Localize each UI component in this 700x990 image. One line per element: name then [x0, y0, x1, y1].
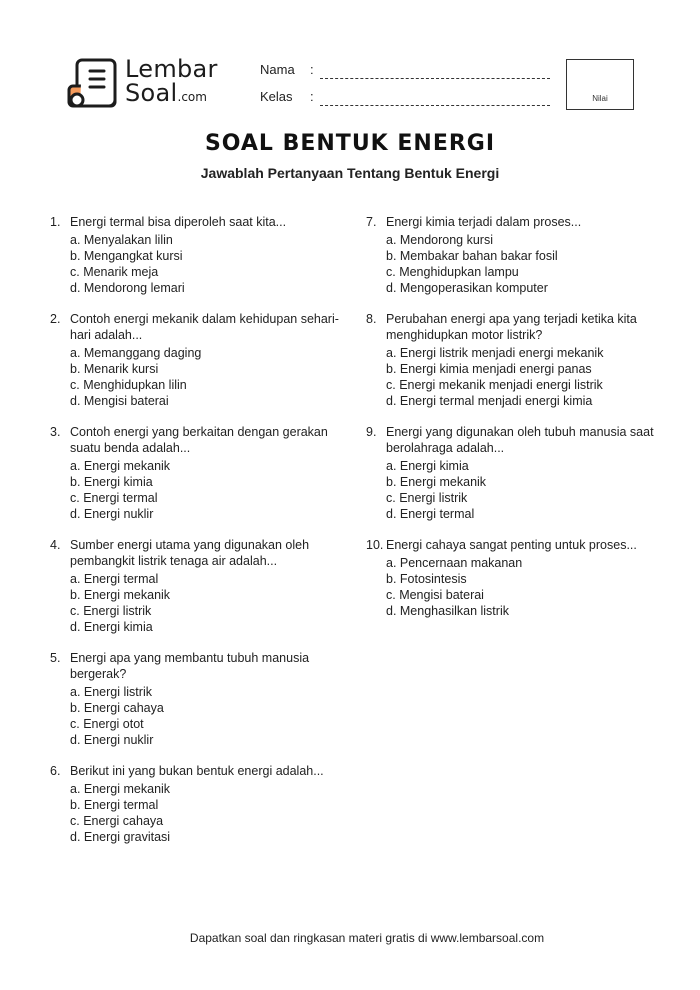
answer-option[interactable]: b. Energi mekanik	[70, 588, 171, 602]
answer-option[interactable]: b. Fotosintesis	[386, 572, 467, 586]
answer-option[interactable]: d. Energi kimia	[70, 620, 153, 634]
class-label: Kelas	[260, 89, 293, 104]
logo-line-1: Lembar	[125, 55, 218, 83]
answer-option[interactable]: a. Menyalakan lilin	[70, 233, 173, 247]
answer-options	[386, 555, 666, 619]
answer-option[interactable]: d. Energi termal	[386, 507, 475, 521]
answer-option[interactable]: a. Energi mekanik	[70, 459, 171, 473]
question-text: Berikut ini yang bukan bentuk energi adalah...	[70, 764, 324, 778]
question-item	[366, 537, 666, 619]
answer-option[interactable]: c. Menghidupkan lilin	[70, 378, 187, 392]
answer-option[interactable]: d. Energi nuklir	[70, 507, 154, 521]
class-colon: :	[310, 89, 314, 104]
question-item	[50, 424, 350, 522]
answer-option[interactable]: b. Menarik kursi	[70, 362, 159, 376]
score-label: Nilai	[592, 94, 608, 103]
question-text: Sumber energi utama yang digunakan oleh pembangkit listrik tenaga air adalah...	[70, 538, 310, 568]
question-number: 10.	[366, 538, 384, 552]
footer-text: Dapatkan soal dan ringkasan materi gratis di www.lembarsoal.com	[189, 931, 545, 945]
answer-option[interactable]: a. Mendorong kursi	[386, 233, 494, 247]
answer-option[interactable]: a. Energi kimia	[386, 459, 469, 473]
answer-option[interactable]: c. Energi listrik	[70, 604, 152, 618]
answer-option[interactable]: c. Energi mekanik menjadi energi listrik	[386, 378, 603, 392]
answer-option[interactable]: b. Energi mekanik	[386, 475, 487, 489]
question-number: 3.	[50, 425, 61, 439]
footer	[0, 931, 700, 945]
answer-option[interactable]: d. Energi gravitasi	[70, 830, 171, 844]
question-item	[366, 214, 666, 296]
class-line[interactable]	[320, 105, 550, 106]
answer-option[interactable]: d. Mengoperasikan komputer	[386, 281, 548, 295]
name-line[interactable]	[320, 78, 550, 79]
logo	[66, 56, 226, 110]
answer-options	[70, 232, 350, 296]
answer-option[interactable]: d. Mengisi baterai	[70, 394, 169, 408]
answer-option[interactable]: a. Memanggang daging	[70, 346, 202, 360]
logo-line-2	[125, 80, 207, 110]
question-item	[50, 214, 350, 296]
answer-options	[386, 345, 666, 409]
answer-options	[70, 684, 350, 748]
answer-option[interactable]: d. Energi nuklir	[70, 733, 154, 747]
answer-option[interactable]: d. Energi termal menjadi energi kimia	[386, 394, 593, 408]
question-item	[366, 311, 666, 409]
question-item	[50, 763, 350, 845]
document-roll-icon	[66, 56, 120, 110]
name-colon: :	[310, 62, 314, 77]
answer-option[interactable]: c. Energi listrik	[386, 491, 468, 505]
answer-option[interactable]: a. Energi listrik	[70, 685, 152, 699]
score-box[interactable]	[566, 59, 634, 110]
question-number: 8.	[366, 312, 377, 326]
question-number: 7.	[366, 215, 377, 229]
logo-line-2-text: Soal	[125, 79, 178, 107]
answer-option[interactable]: d. Mendorong lemari	[70, 281, 185, 295]
question-number: 4.	[50, 538, 61, 552]
answer-options	[70, 571, 350, 635]
question-number: 5.	[50, 651, 61, 665]
answer-option[interactable]: b. Energi kimia	[70, 475, 153, 489]
question-item	[50, 537, 350, 635]
answer-option[interactable]: b. Energi cahaya	[70, 701, 164, 715]
question-text: Perubahan energi apa yang terjadi ketika kita menghidupkan motor listrik?	[386, 312, 637, 342]
questions-right-column	[366, 214, 666, 634]
answer-options	[386, 232, 666, 296]
answer-option[interactable]: a. Pencernaan makanan	[386, 556, 523, 570]
answer-option[interactable]: c. Mengisi baterai	[386, 588, 484, 602]
answer-option[interactable]: c. Energi otot	[70, 717, 144, 731]
answer-option[interactable]: a. Energi mekanik	[70, 782, 171, 796]
question-text: Contoh energi mekanik dalam kehidupan sehari-hari adalah...	[70, 312, 339, 342]
logo-suffix: .com	[177, 90, 207, 104]
answer-options	[70, 345, 350, 409]
question-text: Energi cahaya sangat penting untuk proses...	[386, 538, 637, 552]
question-number: 6.	[50, 764, 61, 778]
answer-option[interactable]: b. Membakar bahan bakar fosil	[386, 249, 558, 263]
answer-options	[70, 781, 350, 845]
question-text: Energi kimia terjadi dalam proses...	[386, 215, 582, 229]
answer-option[interactable]: c. Menghidupkan lampu	[386, 265, 519, 279]
page-title: SOAL BENTUK ENERGI	[204, 131, 496, 156]
question-item	[50, 650, 350, 748]
question-number: 1.	[50, 215, 61, 229]
question-number: 9.	[366, 425, 377, 439]
page-subtitle: Jawablah Pertanyaan Tentang Bentuk Energi	[200, 165, 500, 181]
question-number: 2.	[50, 312, 61, 326]
question-text: Energi termal bisa diperoleh saat kita...	[70, 215, 287, 229]
question-item	[366, 424, 666, 522]
answer-option[interactable]: c. Menarik meja	[70, 265, 159, 279]
answer-options	[386, 458, 666, 522]
answer-option[interactable]: b. Energi kimia menjadi energi panas	[386, 362, 592, 376]
question-text: Contoh energi yang berkaitan dengan gerakan suatu benda adalah...	[70, 425, 328, 455]
answer-option[interactable]: d. Menghasilkan listrik	[386, 604, 509, 618]
answer-option[interactable]: a. Energi termal	[70, 572, 159, 586]
answer-option[interactable]: c. Energi termal	[70, 491, 158, 505]
answer-option[interactable]: c. Energi cahaya	[70, 814, 164, 828]
answer-option[interactable]: b. Mengangkat kursi	[70, 249, 183, 263]
answer-option[interactable]: a. Energi listrik menjadi energi mekanik	[386, 346, 604, 360]
name-label: Nama	[260, 62, 295, 77]
questions-left-column	[50, 214, 350, 860]
question-item	[50, 311, 350, 409]
answer-options	[70, 458, 350, 522]
question-text: Energi apa yang membantu tubuh manusia bergerak?	[70, 651, 310, 681]
answer-option[interactable]: b. Energi termal	[70, 798, 159, 812]
question-text: Energi yang digunakan oleh tubuh manusia saat berolahraga adalah...	[386, 425, 654, 455]
